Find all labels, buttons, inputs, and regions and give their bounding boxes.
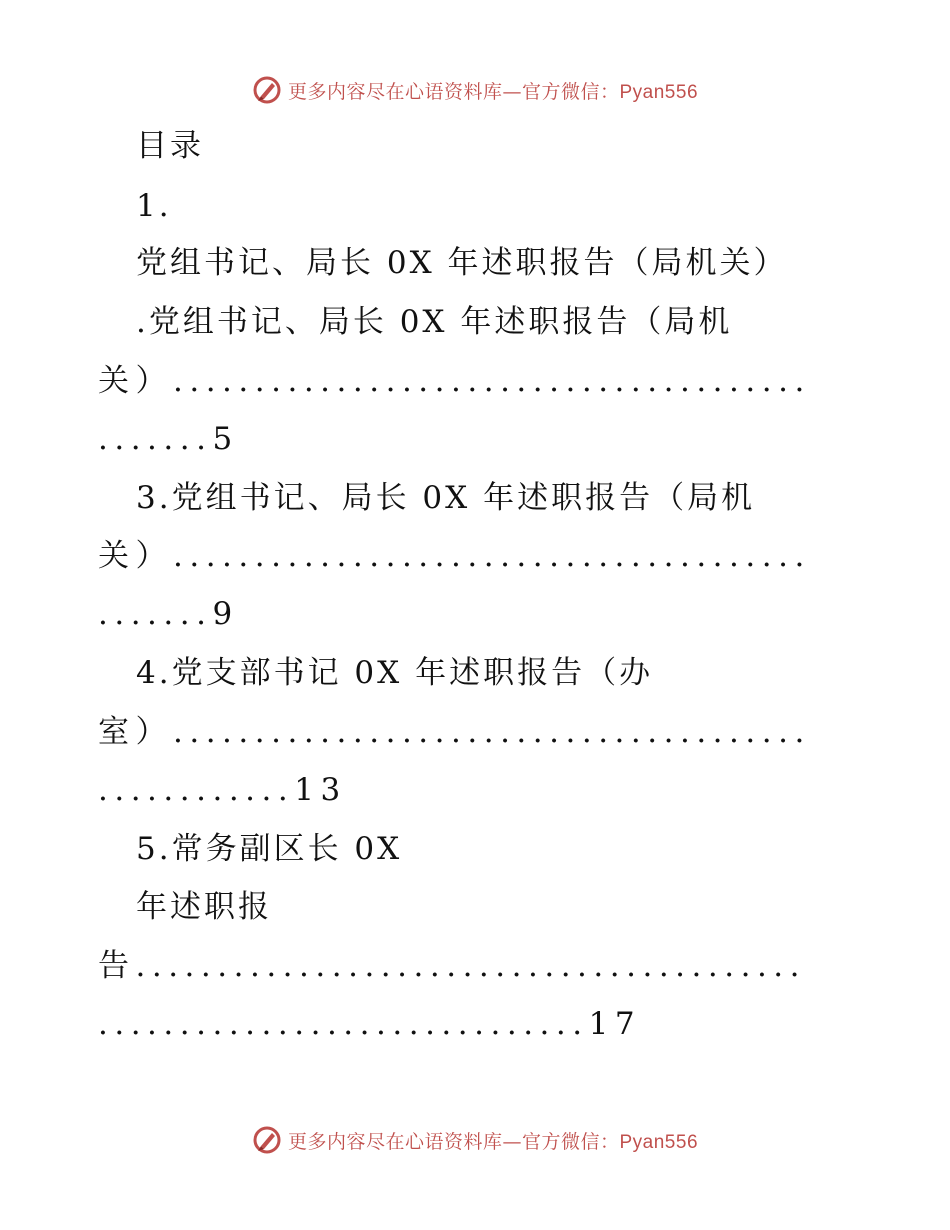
toc-line: 关）....................................... (98, 363, 811, 399)
banner-text-cn: 更多内容尽在心语资料库—官方微信： (287, 80, 620, 103)
toc-line: 3.党组书记、局长 0X 年述职报告（局机 (136, 480, 756, 516)
toc-line: 1. (136, 188, 172, 224)
toc-line: 党组书记、局长 0X 年述职报告（局机关） (136, 245, 788, 281)
toc-line: 年述职报 (136, 889, 272, 925)
toc-line: 5.常务副区长 0X (136, 831, 403, 867)
banner-text-cn: 更多内容尽在心语资料库—官方微信： (287, 1130, 620, 1153)
toc-line: 4.党支部书记 0X 年述职报告（办 (136, 655, 654, 691)
toc-line: .......9 (98, 596, 239, 632)
toc-line: ............13 (98, 772, 347, 808)
toc-line: 关）....................................... (98, 538, 811, 574)
banner-wechat-id: Pyan556 (619, 1131, 699, 1153)
pen-logo-icon (252, 1125, 282, 1155)
toc-line: 室）....................................... (98, 714, 811, 750)
banner-wechat-id: Pyan556 (619, 81, 699, 103)
toc-line: .党组书记、局长 0X 年述职报告（局机 (136, 304, 733, 340)
footer-banner (0, 1122, 950, 1158)
toc-line: ..............................17 (98, 1006, 642, 1042)
toc-line: 告......................................... (98, 948, 807, 984)
toc-line: .......5 (98, 421, 239, 457)
toc-title: 目录 (136, 128, 204, 164)
